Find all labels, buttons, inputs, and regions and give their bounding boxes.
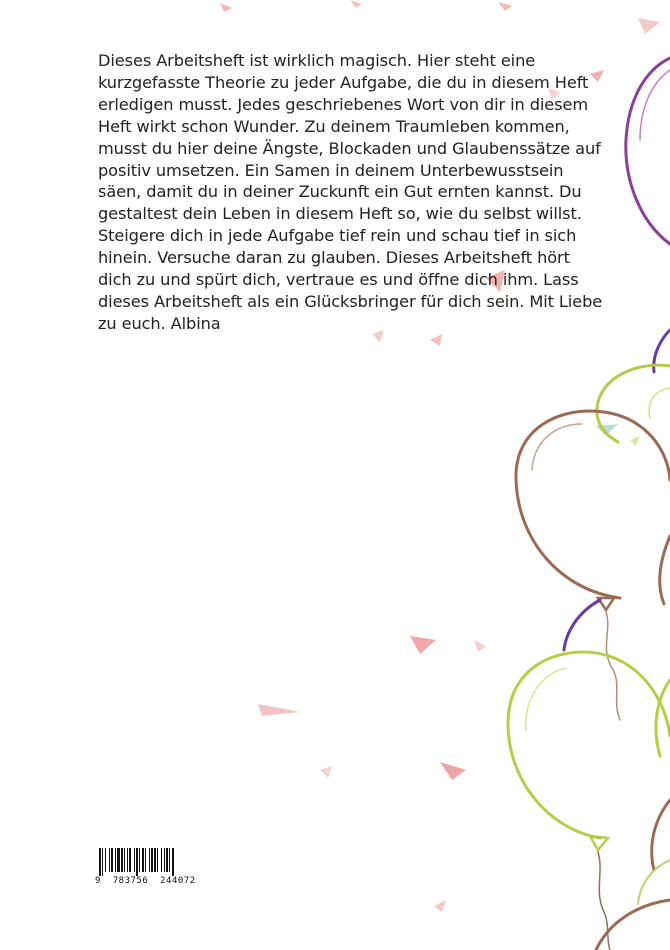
isbn-digits: 9 783756 244072 — [95, 876, 196, 886]
barcode-bar — [121, 848, 123, 872]
barcode-bar — [129, 848, 131, 872]
barcode-bar — [145, 848, 146, 872]
barcode-bar — [172, 848, 174, 876]
violet-balloon-edge — [564, 600, 600, 650]
barcode-bar — [157, 848, 158, 872]
barcode-bar — [115, 848, 116, 872]
back-cover-blurb: Dieses Arbeitsheft ist wirklich magisch. Hier steht eine kurzgefasste Theorie zu jeder Aufgabe, die du in diesem Heft erledigen musst. Jedes geschriebenes Wort von dir in diesem Heft wirkt schon Wunder. Zu deinem Traumleben kommen, musst du hier deine Ängste, Blockaden und Glaubenssätze auf positiv umsetzen. Ein Samen in deinem Unterbewusstsein säen, damit du in deiner Zuckunft ein Gut ernten kannst. Du gestaltest dein Leben in diesem Heft so, wie du selbst willst. Steigere dich in jede Aufgabe tief rein und schau tief in sich hinein. Versuche daran zu glauben. Dieses Arbeitsheft hört dich zu und spürt dich, vertraue es und öffne dich ihm. Lass dieses Arbeitsheft als ein Glücksbringer für dich sein. Mit Liebe zu euch. Albina — [98, 51, 603, 333]
barcode-bar — [99, 848, 101, 876]
barcode-bar — [142, 848, 144, 872]
barcode-bar — [154, 848, 156, 872]
barcode-bar — [151, 848, 153, 872]
barcode-bar — [105, 848, 106, 872]
barcode-bar — [139, 848, 140, 872]
barcode-bar — [134, 848, 135, 872]
barcode-bar — [124, 848, 125, 872]
barcode-bar — [161, 848, 162, 872]
barcode-bar — [111, 848, 113, 872]
barcode-bar — [164, 848, 165, 872]
barcode-bar — [102, 848, 103, 876]
barcode-bar — [109, 848, 110, 872]
barcode-bar — [149, 848, 150, 872]
barcode-bar — [117, 848, 120, 872]
purple-balloon-top — [626, 58, 670, 372]
barcode-bar — [169, 848, 170, 872]
isbn-barcode — [95, 848, 203, 890]
brown-balloon — [516, 411, 670, 720]
barcode-bar — [127, 848, 128, 872]
barcode-bar — [166, 848, 168, 872]
barcode-bar — [136, 848, 138, 876]
barcode-bars — [97, 848, 201, 876]
